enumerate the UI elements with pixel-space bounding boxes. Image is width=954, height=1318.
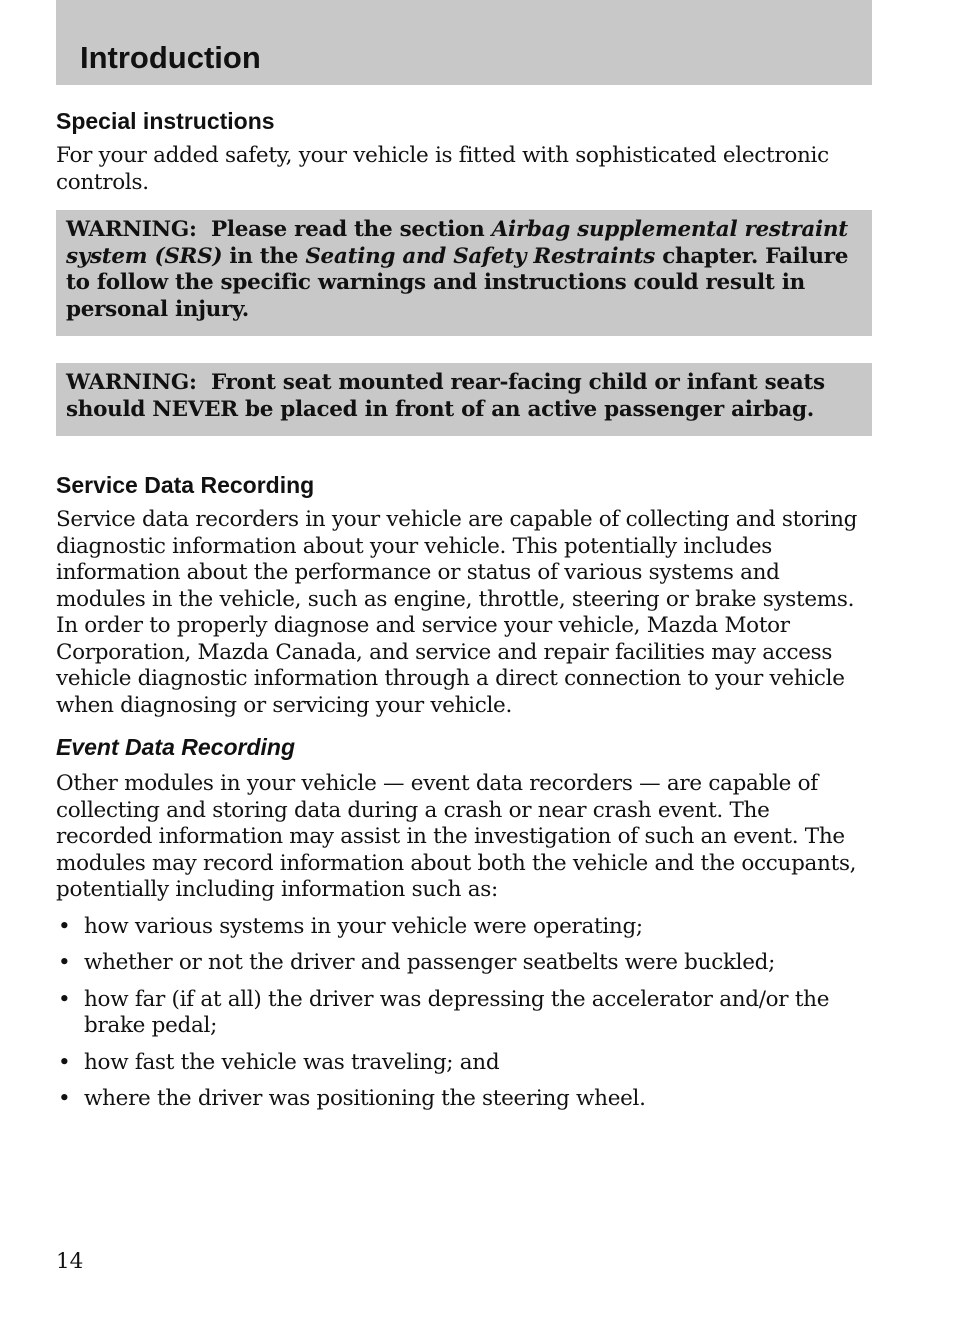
service-data-paragraph: Service data recorders in your vehicle are capable of collecting and storing diagnostic information about your vehicle. This potentially includes information about the performance or status of various systems and modules in the vehicle, such as engine, throttle, steering or brake systems. In order to properly diagnose and service your vehicle, Mazda Motor Corporation, Mazda Canada, and service and repair facilities may access vehicle diagnostic information through a direct connection to your vehicle when diagnosing or servicing your vehicle. [56, 507, 858, 718]
list-item [56, 914, 872, 941]
bullet-icon: • [58, 913, 71, 939]
page-number: 14 [56, 1249, 84, 1274]
list-item-text: whether or not the driver and passenger seatbelts were buckled; [84, 950, 776, 975]
event-data-heading: Event Data Recording [56, 734, 295, 760]
warning-label: WARNING: [66, 217, 197, 242]
list-item [56, 950, 872, 977]
event-data-bullet-list [56, 914, 872, 1113]
warning-text-part: in the [222, 243, 306, 269]
warning-italic-section-title: Airbag supplemental restraint system (SRS) [66, 217, 848, 269]
list-item [56, 1086, 872, 1113]
special-instructions-heading: Special instructions [56, 108, 275, 134]
bullet-icon: • [58, 1086, 71, 1111]
chapter-header-band [56, 0, 872, 85]
warning-text-part: Please read the section [210, 217, 492, 242]
page-content [56, 106, 872, 1123]
warning-italic-chapter-title: Seating and Safety Restraints [305, 243, 656, 269]
list-item-text: how fast the vehicle was traveling; and [84, 1049, 500, 1075]
special-instructions-paragraph: For your added safety, your vehicle is fitted with sophisticated electronic controls. [56, 143, 829, 195]
list-item [56, 1050, 872, 1077]
bullet-icon: • [58, 950, 71, 975]
list-item-text: where the driver was positioning the steering wheel. [84, 1086, 646, 1111]
bullet-icon: • [58, 986, 71, 1012]
warning-label: WARNING: [66, 370, 197, 395]
bullet-icon: • [58, 1049, 71, 1075]
list-item [56, 987, 872, 1040]
warning-text-part: chapter. Failure to follow the specific warnings and instructions could result in personal injury. [66, 243, 849, 322]
warning-box-child-seat [56, 363, 872, 436]
warning-box-airbag-srs [56, 210, 872, 336]
event-data-paragraph: Other modules in your vehicle — event data recorders — are capable of collecting and storing data during a crash or near crash event. The recorded information may assist in the investigation of such an event. The modules may record information about both the vehicle and the occupants, potentially including information such as: [56, 771, 857, 902]
list-item-text: how various systems in your vehicle were operating; [84, 913, 643, 939]
chapter-title: Introduction [80, 40, 261, 75]
service-data-heading: Service Data Recording [56, 472, 315, 498]
list-item-text: how far (if at all) the driver was depressing the accelerator and/or the brake pedal; [84, 986, 830, 1038]
warning-text: Front seat mounted rear-facing child or infant seats should NEVER be placed in front of an active passenger airbag. [66, 370, 825, 422]
